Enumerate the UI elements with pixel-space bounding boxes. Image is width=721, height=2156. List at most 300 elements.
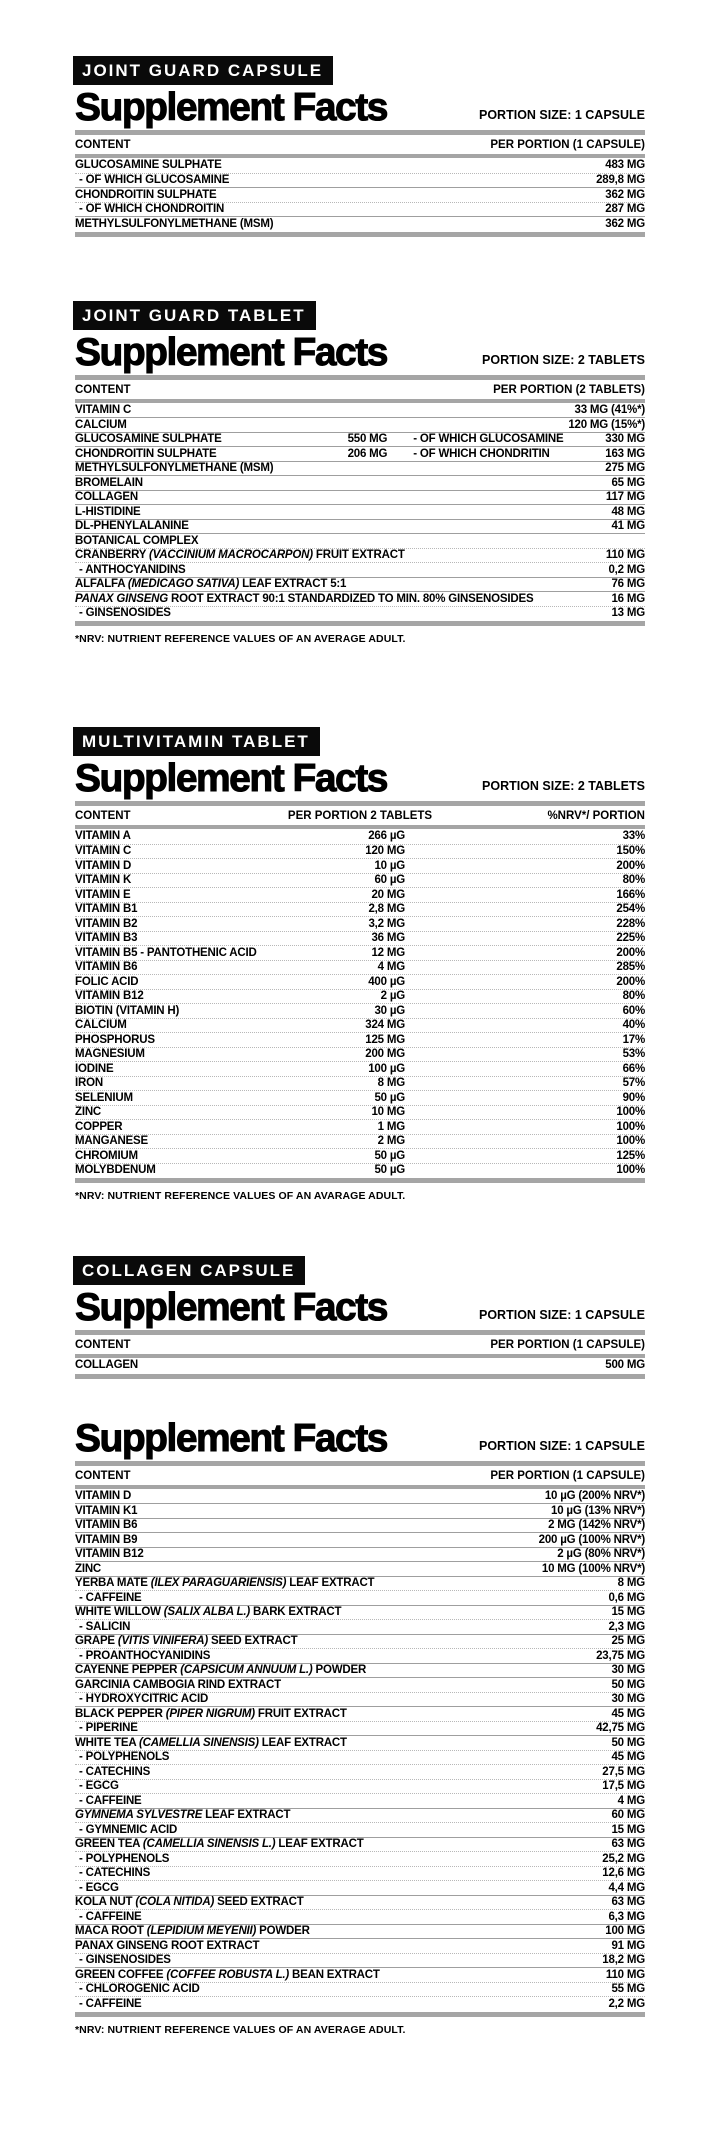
ingredient-name: BROMELAIN	[75, 476, 143, 489]
ingredient-name: CRANBERRY (VACCINIUM MACROCARPON) FRUIT EXTRACT	[75, 549, 405, 562]
table-row	[75, 403, 645, 418]
ingredient-amount: 23,75 MG	[596, 1649, 645, 1662]
ingredient-name: - CATECHINS	[79, 1765, 151, 1778]
ingredient-name: CALCIUM	[75, 418, 127, 431]
supplement-facts-title: Supplement Facts	[75, 330, 387, 374]
ingredient-amount: 41 MG	[611, 520, 645, 533]
table-row	[75, 1880, 645, 1895]
table-row	[75, 873, 645, 888]
ingredient-name: DL-PHENYLALANINE	[75, 520, 189, 533]
ingredient-name: VITAMIN B6	[75, 1519, 138, 1532]
table-row	[75, 1648, 645, 1663]
ingredient-amount: 0,2 MG	[608, 563, 645, 576]
table-row	[75, 1938, 645, 1953]
ingredient-amount: 48 MG	[611, 505, 645, 518]
ingredient-name: SELENIUM	[75, 1091, 133, 1104]
table-row	[75, 1692, 645, 1707]
table-row	[75, 202, 645, 217]
supplement-facts-title: Supplement Facts	[75, 86, 387, 129]
ingredient-amount: 2,3 MG	[608, 1620, 645, 1633]
nrv-percent: 100%	[616, 1106, 645, 1119]
supplement-facts-title: Supplement Facts	[75, 757, 387, 800]
ingredient-name: VITAMIN B9	[75, 1533, 138, 1546]
amount-per-portion: 2,8 MG	[368, 903, 405, 916]
nrv-percent: 90%	[622, 1091, 645, 1104]
table-row	[75, 1866, 645, 1881]
ingredient-name: ZINC	[75, 1106, 102, 1119]
table-row	[75, 1163, 645, 1178]
portion-size: PORTION SIZE: 2 TABLETS	[482, 352, 645, 367]
divider-bar	[75, 1374, 645, 1379]
ingredient-amount: 10 µG (200% NRV*)	[544, 1489, 645, 1502]
ingredient-amount: 45 MG	[611, 1707, 645, 1720]
table-row	[75, 1982, 645, 1997]
amount-per-portion: 266 µG	[368, 830, 405, 843]
ingredient-name: METHYLSULFONYLMETHANE (MSM)	[75, 217, 274, 230]
table-row	[75, 1105, 645, 1120]
nrv-percent: 150%	[616, 845, 645, 858]
ingredient-amount: 91 MG	[611, 1939, 645, 1952]
ingredient-amount: 25 MG	[611, 1635, 645, 1648]
amount-per-portion: 50 µG	[374, 1091, 405, 1104]
ingredient-amount: 17,5 MG	[602, 1780, 645, 1793]
ingredient-amount: 12,6 MG	[602, 1867, 645, 1880]
ingredient-name: GLUCOSAMINE SULPHATE	[75, 159, 222, 172]
table-row	[75, 1358, 645, 1373]
ingredient-name: VITAMIN B12	[75, 1548, 144, 1561]
ingredient-amount: 206 MG	[347, 447, 388, 460]
ingredient-name: - EGCG	[79, 1881, 119, 1894]
portion-size: PORTION SIZE: 1 CAPSULE	[479, 1438, 645, 1453]
amount-per-portion: 30 µG	[374, 1004, 405, 1017]
ingredient-amount: 42,75 MG	[596, 1722, 645, 1735]
nrv-percent: 100%	[616, 1135, 645, 1148]
ingredient-name: METHYLSULFONYLMETHANE (MSM)	[75, 462, 274, 475]
table-row	[75, 1837, 645, 1852]
table-row	[75, 1764, 645, 1779]
ingredient-amount: 8 MG	[617, 1577, 645, 1590]
ingredient-name: VITAMIN B2	[75, 917, 138, 930]
amount-per-portion: 20 MG	[371, 888, 405, 901]
product-label: COLLAGEN CAPSULE	[73, 1256, 305, 1285]
table-row	[75, 1793, 645, 1808]
table-row	[75, 432, 645, 447]
ingredient-name: CHONDROITIN SULPHATE	[75, 447, 217, 460]
ingredient-name: - HYDROXYCITRIC ACID	[79, 1693, 209, 1706]
table-row	[75, 1895, 645, 1910]
table-row	[75, 1547, 645, 1562]
product-label: JOINT GUARD CAPSULE	[73, 56, 333, 85]
table-row	[75, 829, 645, 844]
ingredient-name: CAYENNE PEPPER (CAPSICUM ANNUUM L.) POWDER	[75, 1664, 367, 1677]
amount-per-portion: 50 µG	[374, 1164, 405, 1177]
table-row	[75, 1808, 645, 1823]
ingredient-amount: 4 MG	[617, 1794, 645, 1807]
amount-per-portion: 125 MG	[365, 1033, 405, 1046]
table-row	[75, 1663, 645, 1678]
ingredient-name: - OF WHICH GLUCOSAMINE	[79, 174, 230, 187]
ingredient-table	[75, 1489, 645, 2011]
ingredient-amount: 10 MG (100% NRV*)	[541, 1562, 645, 1575]
amount-per-portion: 400 µG	[368, 975, 405, 988]
portion-size: PORTION SIZE: 1 CAPSULE	[479, 1308, 645, 1322]
nrv-percent: 200%	[616, 946, 645, 959]
ingredient-amount: 18,2 MG	[602, 1954, 645, 1967]
ingredient-name: VITAMIN K1	[75, 1504, 138, 1517]
ingredient-name: - CAFFEINE	[79, 1591, 142, 1604]
table-row	[75, 1061, 645, 1076]
amount-per-portion: 120 MG	[365, 845, 405, 858]
ingredient-name: GRAPE (VITIS VINIFERA) SEED EXTRACT	[75, 1635, 298, 1648]
table-row	[75, 173, 645, 188]
ingredient-amount: 163 MG	[605, 447, 645, 460]
ingredient-name: - EGCG	[79, 1780, 119, 1793]
table-row	[75, 591, 645, 606]
table-row	[75, 1134, 645, 1149]
ingredient-name: - PROANTHOCYANIDINS	[79, 1649, 211, 1662]
ingredient-amount: 362 MG	[605, 188, 645, 201]
ingredient-amount: 483 MG	[605, 159, 645, 172]
ingredient-name: GYMNEMA SYLVESTRE LEAF EXTRACT	[75, 1809, 291, 1822]
per-portion-column-header: PER PORTION 2 TABLETS	[287, 810, 433, 822]
ingredient-table	[75, 829, 645, 1177]
ingredient-name: GARCINIA CAMBOGIA RIND EXTRACT	[75, 1678, 281, 1691]
ingredient-amount: 2,2 MG	[608, 1997, 645, 2010]
table-row	[75, 1090, 645, 1105]
table-row	[75, 446, 645, 461]
ingredient-amount: 60 MG	[611, 1809, 645, 1822]
amount-per-portion: 2 MG	[377, 1135, 405, 1148]
ingredient-name: PHOSPHORUS	[75, 1033, 155, 1046]
table-row	[75, 1047, 645, 1062]
ingredient-subname: - OF WHICH CHONDRITIN	[413, 447, 550, 460]
table-row	[75, 858, 645, 873]
table-row	[75, 844, 645, 859]
ingredient-amount: 117 MG	[605, 491, 645, 504]
product-label: JOINT GUARD TABLET	[73, 301, 316, 330]
ingredient-amount: 30 MG	[611, 1664, 645, 1677]
ingredient-name: VITAMIN B5 - PANTOTHENIC ACID	[75, 946, 257, 959]
amount-per-portion: 10 µG	[374, 859, 405, 872]
ingredient-name: - ANTHOCYANIDINS	[79, 563, 186, 576]
table-row	[75, 562, 645, 577]
ingredient-name: VITAMIN B12	[75, 990, 144, 1003]
amount-per-portion: 324 MG	[365, 1019, 405, 1032]
amount-per-portion: 8 MG	[377, 1077, 405, 1090]
table-row	[75, 916, 645, 931]
ingredient-amount: 15 MG	[611, 1606, 645, 1619]
ingredient-amount: 500 MG	[605, 1359, 645, 1372]
ingredient-table	[75, 158, 645, 231]
portion-size: PORTION SIZE: 1 CAPSULE	[479, 108, 645, 122]
nrv-percent: 57%	[622, 1077, 645, 1090]
nrv-percent: 33%	[622, 830, 645, 843]
product-label: MULTIVITAMIN TABLET	[73, 727, 320, 756]
ingredient-name: - PIPERINE	[79, 1722, 138, 1735]
ingredient-amount: 63 MG	[611, 1838, 645, 1851]
ingredient-name: IODINE	[75, 1062, 114, 1075]
ingredient-name: MANGANESE	[75, 1135, 148, 1148]
table-row	[75, 1576, 645, 1591]
ingredient-amount: 63 MG	[611, 1896, 645, 1909]
ingredient-amount: 550 MG	[347, 433, 388, 446]
ingredient-amount: 76 MG	[611, 578, 645, 591]
ingredient-name: VITAMIN E	[75, 888, 131, 901]
table-row	[75, 490, 645, 505]
amount-per-portion: 4 MG	[377, 961, 405, 974]
ingredient-name: PANAX GINSENG ROOT EXTRACT	[75, 1939, 260, 1952]
table-row	[75, 475, 645, 490]
panel-multivitamin-tablet	[75, 727, 645, 1202]
nrv-percent: 100%	[616, 1120, 645, 1133]
ingredient-name: VITAMIN D	[75, 859, 132, 872]
nrv-percent: 285%	[616, 961, 645, 974]
ingredient-amount: 6,3 MG	[608, 1910, 645, 1923]
table-row	[75, 577, 645, 592]
table-row	[75, 989, 645, 1004]
content-column-header: CONTENT	[75, 1469, 131, 1482]
nrv-percent: 66%	[622, 1062, 645, 1075]
ingredient-amount: 100 MG	[605, 1925, 645, 1938]
table-row	[75, 1706, 645, 1721]
panel-joint-guard-capsule	[75, 56, 645, 237]
amount-per-portion: 10 MG	[371, 1106, 405, 1119]
ingredient-name: COPPER	[75, 1120, 123, 1133]
table-row	[75, 417, 645, 432]
ingredient-name: GLUCOSAMINE SULPHATE	[75, 433, 222, 446]
nrv-footnote: *NRV: NUTRIENT REFERENCE VALUES OF AN AVARAGE ADULT.	[75, 1190, 406, 1202]
table-row	[75, 960, 645, 975]
ingredient-name: - CAFFEINE	[79, 1997, 142, 2010]
table-header	[75, 1466, 645, 1485]
ingredient-name: VITAMIN B6	[75, 961, 138, 974]
ingredient-amount: 4,4 MG	[608, 1881, 645, 1894]
amount-per-portion: 60 µG	[374, 874, 405, 887]
table-row	[75, 1148, 645, 1163]
ingredient-name: VITAMIN C	[75, 845, 132, 858]
table-row	[75, 1721, 645, 1736]
ingredient-name: VITAMIN D	[75, 1489, 132, 1502]
nrv-percent: 254%	[616, 903, 645, 916]
ingredient-name: KOLA NUT (COLA NITIDA) SEED EXTRACT	[75, 1896, 304, 1909]
nrv-percent: 17%	[622, 1033, 645, 1046]
table-row	[75, 945, 645, 960]
divider-bar	[75, 1178, 645, 1183]
supplement-facts-title: Supplement Facts	[75, 1416, 387, 1460]
table-row	[75, 931, 645, 946]
ingredient-amount: 275 MG	[605, 462, 645, 475]
ingredient-amount: 33 MG (41%*)	[574, 403, 645, 416]
ingredient-name: GREEN TEA (CAMELLIA SINENSIS L.) LEAF EXTRACT	[75, 1838, 364, 1851]
ingredient-name: YERBA MATE (ILEX PARAGUARIENSIS) LEAF EXTRACT	[75, 1577, 375, 1590]
ingredient-amount: 45 MG	[611, 1751, 645, 1764]
table-row	[75, 902, 645, 917]
ingredient-subname: - OF WHICH GLUCOSAMINE	[413, 433, 564, 446]
nrv-percent: 200%	[616, 859, 645, 872]
nrv-percent: 200%	[616, 975, 645, 988]
ingredient-name: VITAMIN B3	[75, 932, 138, 945]
ingredient-name: - CHLOROGENIC ACID	[79, 1983, 200, 1996]
panel-supplement-blend	[75, 1416, 645, 2036]
table-row	[75, 1634, 645, 1649]
table-row	[75, 1953, 645, 1968]
ingredient-amount: 287 MG	[605, 203, 645, 216]
ingredient-table	[75, 1358, 645, 1373]
table-row	[75, 1119, 645, 1134]
table-row	[75, 1967, 645, 1982]
table-row	[75, 158, 645, 173]
amount-per-portion: 200 MG	[365, 1048, 405, 1061]
ingredient-amount: 55 MG	[611, 1983, 645, 1996]
ingredient-name: CHONDROITIN SULPHATE	[75, 188, 217, 201]
ingredient-name: L-HISTIDINE	[75, 505, 141, 518]
table-row	[75, 216, 645, 231]
ingredient-name: VITAMIN A	[75, 830, 131, 843]
per-portion-column-header: PER PORTION (1 CAPSULE)	[490, 1339, 645, 1351]
table-row	[75, 1518, 645, 1533]
table-row	[75, 887, 645, 902]
ingredient-amount: 110 MG	[605, 549, 645, 562]
ingredient-amount: 15 MG	[611, 1823, 645, 1836]
ingredient-name: - POLYPHENOLS	[79, 1852, 170, 1865]
ingredient-amount: 120 MG (15%*)	[568, 418, 645, 431]
ingredient-name: - GYMNEMIC ACID	[79, 1823, 178, 1836]
ingredient-name: - POLYPHENOLS	[79, 1751, 170, 1764]
table-row	[75, 1605, 645, 1620]
ingredient-amount: 0,6 MG	[608, 1591, 645, 1604]
ingredient-name: ALFALFA (MEDICAGO SATIVA) LEAF EXTRACT 5:1	[75, 578, 347, 591]
ingredient-name: - SALICIN	[79, 1620, 131, 1633]
nrv-percent: 100%	[616, 1164, 645, 1177]
ingredient-amount: 110 MG	[605, 1968, 645, 1981]
ingredient-amount: 27,5 MG	[602, 1765, 645, 1778]
ingredient-name: WHITE TEA (CAMELLIA SINENSIS) LEAF EXTRACT	[75, 1736, 347, 1749]
table-header	[75, 380, 645, 399]
content-column-header: CONTENT	[75, 1339, 131, 1351]
ingredient-amount: 2 µG (80% NRV*)	[557, 1548, 645, 1561]
table-header	[75, 135, 645, 154]
ingredient-name: BOTANICAL COMPLEX	[75, 534, 199, 547]
table-row	[75, 1735, 645, 1750]
amount-per-portion: 50 µG	[374, 1149, 405, 1162]
table-header	[75, 1335, 645, 1354]
ingredient-name: PANAX GINSENG ROOT EXTRACT 90:1 STANDARDIZED TO MIN. 80% GINSENOSIDES	[75, 592, 534, 605]
amount-per-portion: 12 MG	[371, 946, 405, 959]
amount-per-portion: 100 µG	[368, 1062, 405, 1075]
content-column-header: CONTENT	[75, 810, 131, 822]
amount-per-portion: 36 MG	[371, 932, 405, 945]
table-row	[75, 606, 645, 621]
ingredient-name: COLLAGEN	[75, 1359, 138, 1372]
ingredient-name: - CATECHINS	[79, 1867, 151, 1880]
amount-per-portion: 3,2 MG	[368, 917, 405, 930]
ingredient-name: VITAMIN C	[75, 403, 132, 416]
table-row	[75, 1489, 645, 1504]
per-portion-column-header: PER PORTION (2 TABLETS)	[493, 383, 645, 396]
table-row	[75, 187, 645, 202]
table-row	[75, 1032, 645, 1047]
nrv-footnote: *NRV: NUTRIENT REFERENCE VALUES OF AN AVERAGE ADULT.	[75, 2023, 406, 2036]
table-row	[75, 974, 645, 989]
nrv-percent: 53%	[622, 1048, 645, 1061]
ingredient-amount: 200 µG (100% NRV*)	[538, 1533, 645, 1546]
table-row	[75, 1018, 645, 1033]
ingredient-name: VITAMIN B1	[75, 903, 138, 916]
panel-joint-guard-tablet	[75, 301, 645, 646]
amount-per-portion: 2 µG	[380, 990, 405, 1003]
table-row	[75, 461, 645, 476]
ingredient-name: MAGNESIUM	[75, 1048, 145, 1061]
table-row	[75, 1909, 645, 1924]
content-column-header: CONTENT	[75, 383, 131, 396]
nrv-percent: 60%	[622, 1004, 645, 1017]
ingredient-name: COLLAGEN	[75, 491, 138, 504]
nrv-percent: 166%	[616, 888, 645, 901]
ingredient-name: CHROMIUM	[75, 1149, 138, 1162]
ingredient-amount: 50 MG	[611, 1736, 645, 1749]
table-row	[75, 1924, 645, 1939]
ingredient-amount: 2 MG (142% NRV*)	[548, 1519, 645, 1532]
ingredient-name: IRON	[75, 1077, 103, 1090]
ingredient-name: CALCIUM	[75, 1019, 127, 1032]
ingredient-amount: 289,8 MG	[596, 174, 645, 187]
divider-bar	[75, 2012, 645, 2017]
ingredient-name: - CAFFEINE	[79, 1910, 142, 1923]
table-row	[75, 1779, 645, 1794]
table-row	[75, 1851, 645, 1866]
table-row	[75, 1750, 645, 1765]
ingredient-name: BLACK PEPPER (PIPER NIGRUM) FRUIT EXTRACT	[75, 1707, 347, 1720]
ingredient-amount: 65 MG	[611, 476, 645, 489]
divider-bar	[75, 232, 645, 237]
table-row	[75, 533, 645, 548]
table-row	[75, 504, 645, 519]
ingredient-amount: 50 MG	[611, 1678, 645, 1691]
ingredient-name: WHITE WILLOW (SALIX ALBA L.) BARK EXTRACT	[75, 1606, 342, 1619]
ingredient-name: GREEN COFFEE (COFFEE ROBUSTA L.) BEAN EXTRACT	[75, 1968, 380, 1981]
ingredient-name: MOLYBDENUM	[75, 1164, 156, 1177]
ingredient-name: MACA ROOT (LEPIDIUM MEYENII) POWDER	[75, 1925, 310, 1938]
ingredient-name: FOLIC ACID	[75, 975, 139, 988]
ingredient-name: BIOTIN (VITAMIN H)	[75, 1004, 180, 1017]
ingredient-amount: 13 MG	[611, 607, 645, 620]
table-row	[75, 1532, 645, 1547]
table-row	[75, 1996, 645, 2011]
ingredient-amount: 16 MG	[611, 592, 645, 605]
nrv-percent: 80%	[622, 874, 645, 887]
supplement-facts-title: Supplement Facts	[75, 1286, 387, 1329]
ingredient-table	[75, 403, 645, 621]
nrv-percent: 40%	[622, 1019, 645, 1032]
divider-bar	[75, 621, 645, 626]
ingredient-name: - GINSENOSIDES	[79, 1954, 171, 1967]
amount-per-portion: 1 MG	[377, 1120, 405, 1133]
ingredient-name: ZINC	[75, 1562, 102, 1575]
content-column-header: CONTENT	[75, 139, 131, 151]
ingredient-name: - CAFFEINE	[79, 1794, 142, 1807]
per-portion-column-header: PER PORTION (1 CAPSULE)	[490, 139, 645, 151]
ingredient-name: VITAMIN K	[75, 874, 132, 887]
table-row	[75, 1003, 645, 1018]
ingredient-amount: 362 MG	[605, 217, 645, 230]
nrv-footnote: *NRV: NUTRIENT REFERENCE VALUES OF AN AVERAGE ADULT.	[75, 633, 406, 645]
nrv-percent: 228%	[616, 917, 645, 930]
ingredient-amount: 25,2 MG	[602, 1852, 645, 1865]
table-row	[75, 519, 645, 534]
table-row	[75, 1822, 645, 1837]
nrv-percent: 80%	[622, 990, 645, 1003]
ingredient-amount: 10 µG (13% NRV*)	[551, 1504, 645, 1517]
